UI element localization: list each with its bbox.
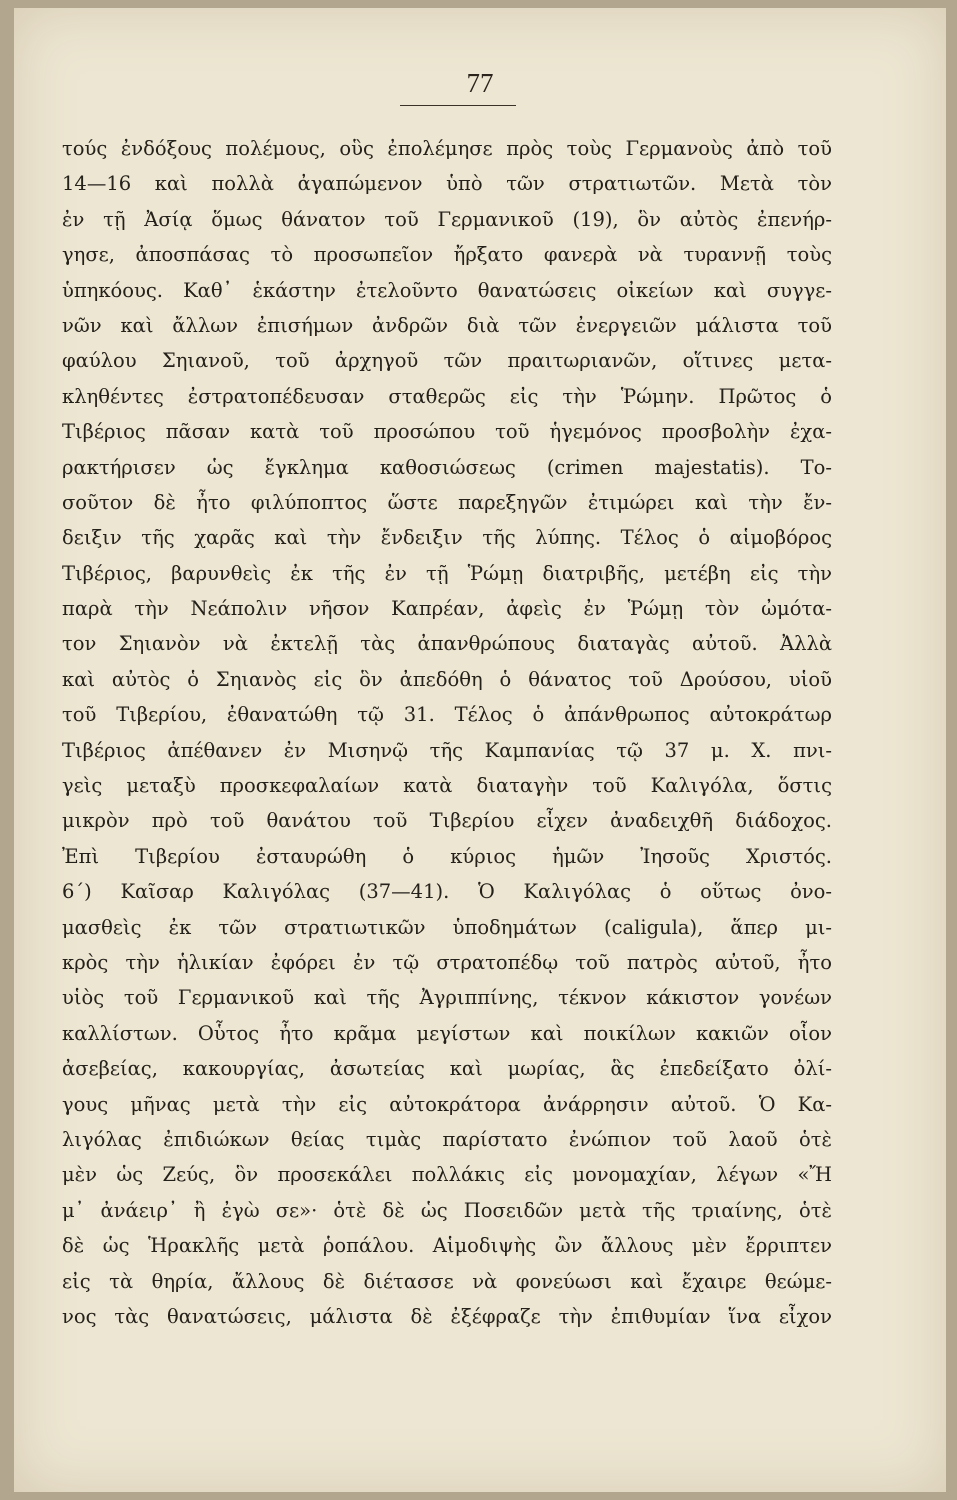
text-line: λιγόλας ἐπιδιώκων θείας τιμὰς παρίστατο ἐνώπιον τοῦ λαοῦ ὁτὲ bbox=[62, 1127, 832, 1151]
text-body bbox=[62, 131, 832, 1334]
text-line: ἐν τῇ Ἀσίᾳ ὅμως θάνατον τοῦ Γερμανικοῦ (19), ὃν αὐτὸς ἐπενήρ- bbox=[62, 207, 832, 231]
text-line: 14—16 καὶ πολλὰ ἀγαπώμενον ὑπὸ τῶν στρατιωτῶν. Μετὰ τὸν bbox=[62, 172, 832, 196]
text-line: γους μῆνας μετὰ τὴν εἰς αὐτοκράτορα ἀνάρρησιν αὐτοῦ. Ὁ Κα- bbox=[62, 1092, 832, 1116]
text-line: παρὰ τὴν Νεάπολιν νῆσον Καπρέαν, ἀφεὶς ἐν Ῥώμῃ τὸν ὠμότα- bbox=[62, 597, 832, 621]
text-line: ὑπηκόους. Καθ᾽ ἑκάστην ἐτελοῦντο θανατώσεις οἰκείων καὶ συγγε- bbox=[62, 278, 832, 302]
text-line: κληθέντες ἐστρατοπέδευσαν σταθερῶς εἰς τὴν Ῥώμην. Πρῶτος ὁ bbox=[62, 384, 832, 408]
text-line: νος τὰς θανατώσεις, μάλιστα δὲ ἐξέφραζε τὴν ἐπιθυμίαν ἵνα εἶχον bbox=[62, 1304, 832, 1328]
text-line: Τιβέριος, βαρυνθεὶς ἐκ τῆς ἐν τῇ Ῥώμῃ διατριβῆς, μετέβη εἰς τὴν bbox=[62, 561, 832, 585]
text-line: καὶ αὐτὸς ὁ Σηιανὸς εἰς ὃν ἀπεδόθη ὁ θάνατος τοῦ Δρούσου, υἱοῦ bbox=[62, 667, 832, 691]
text-line: εἰς τὰ θηρία, ἄλλους δὲ διέτασσε νὰ φονεύωσι καὶ ἔχαιρε θεώμε- bbox=[62, 1269, 832, 1293]
text-line: καλλίστων. Οὗτος ἦτο κρᾶμα μεγίστων καὶ ποικίλων κακιῶν οἷον bbox=[62, 1021, 832, 1045]
text-line: ἀσεβείας, κακουργίας, ἀσωτείας καὶ μωρίας, ἃς ἐπεδείξατο ὀλί- bbox=[62, 1057, 832, 1081]
text-line: μικρὸν πρὸ τοῦ θανάτου τοῦ Τιβερίου εἶχεν ἀναδειχθῆ διάδοχος. bbox=[62, 809, 832, 833]
book-page bbox=[14, 8, 946, 1492]
text-line: Τιβέριος ἀπέθανεν ἐν Μισηνῷ τῆς Καμπανίας τῷ 37 μ. Χ. πνι- bbox=[62, 738, 832, 762]
text-line: γεὶς μεταξὺ προσκεφαλαίων κατὰ διαταγὴν τοῦ Καλιγόλα, ὅστις bbox=[62, 774, 832, 798]
text-line: τούς ἐνδόξους πολέμους, οὓς ἐπολέμησε πρὸς τοὺς Γερμανοὺς ἀπὸ τοῦ bbox=[62, 137, 832, 160]
text-line: υἱὸς τοῦ Γερμανικοῦ καὶ τῆς Ἀγριππίνης, τέκνον κάκιστον γονέων bbox=[62, 986, 832, 1010]
text-line: κρὸς τὴν ἡλικίαν ἐφόρει ἐν τῷ στρατοπέδῳ τοῦ πατρὸς αὐτοῦ, ἦτο bbox=[62, 950, 832, 974]
text-line: γησε, ἀποσπάσας τὸ προσωπεῖον ἤρξατο φανερὰ νὰ τυραννῇ τοὺς bbox=[62, 243, 832, 267]
page-number: 77 bbox=[466, 68, 494, 98]
text-line: ρακτήρισεν ὡς ἔγκλημα καθοσιώσεως (crimen majestatis). Το- bbox=[62, 455, 832, 479]
text-line: μὲν ὡς Ζεύς, ὃν προσεκάλει πολλάκις εἰς μονομαχίαν, λέγων «Ἤ bbox=[62, 1163, 832, 1187]
text-line: μ᾽ ἀνάειρ᾽ ἢ ἐγὼ σε»· ὁτὲ δὲ ὡς Ποσειδῶν μετὰ τῆς τριαίνης, ὁτὲ bbox=[62, 1198, 832, 1222]
text-line: τοῦ Τιβερίου, ἐθανατώθη τῷ 31. Τέλος ὁ ἀπάνθρωπος αὐτοκράτωρ bbox=[62, 703, 832, 727]
text-line: φαύλου Σηιανοῦ, τοῦ ἀρχηγοῦ τῶν πραιτωριανῶν, οἵτινες μετα- bbox=[62, 349, 832, 373]
text-line: μασθεὶς ἐκ τῶν στρατιωτικῶν ὑποδημάτων (caligula), ἅπερ μι- bbox=[62, 915, 832, 939]
text-line: δὲ ὡς Ἡρακλῆς μετὰ ῥοπάλου. Αἱμοδιψὴς ὢν ἄλλους μὲν ἔρριπτεν bbox=[62, 1234, 832, 1258]
text-line: δειξιν τῆς χαρᾶς καὶ τὴν ἔνδειξιν τῆς λύπης. Τέλος ὁ αἱμοβόρος bbox=[62, 526, 832, 550]
text-line: νῶν καὶ ἄλλων ἐπισήμων ἀνδρῶν διὰ τῶν ἐνεργειῶν μάλιστα τοῦ bbox=[62, 313, 832, 337]
text-line: Ἐπὶ Τιβερίου ἐσταυρώθη ὁ κύριος ἡμῶν Ἰησοῦς Χριστός. bbox=[62, 844, 832, 868]
text-line: σοῦτον δὲ ἦτο φιλύποπτος ὥστε παρεξηγῶν ἐτιμώρει καὶ τὴν ἔν- bbox=[62, 490, 832, 514]
text-line: τον Σηιανὸν νὰ ἐκτελῇ τὰς ἀπανθρώπους διαταγὰς αὐτοῦ. Ἀλλὰ bbox=[62, 632, 832, 656]
text-line: Τιβέριος πᾶσαν κατὰ τοῦ προσώπου τοῦ ἡγεμόνος προσβολὴν ἐχα- bbox=[62, 420, 832, 444]
page-number-rule bbox=[400, 105, 516, 106]
text-line: 6´) Καῖσαρ Καλιγόλας (37—41). Ὁ Καλιγόλας ὁ οὕτως ὀνο- bbox=[62, 880, 832, 904]
